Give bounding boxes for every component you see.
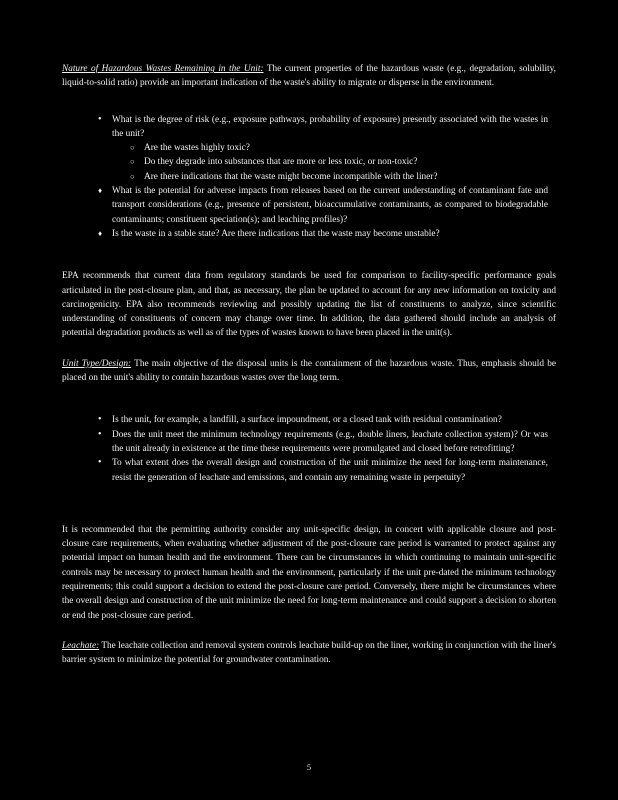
section-unit-type-body: The main objective of the disposal units is the containment of the hazardous waste. Thus, emphasis should be placed on the unit's ability to contain hazardous wastes over the long term. bbox=[62, 358, 556, 384]
section-leachate-paragraph bbox=[62, 639, 556, 668]
list-item-text: To what extent does the overall design and construction of the unit minimize the need for long-term maintenance, resist the generation of leachate and emissions, and contain any remaining waste in perpetuity? bbox=[112, 458, 548, 483]
spacer bbox=[62, 241, 556, 269]
list-item-text: Is the waste in a stable state? Are there indications that the waste may become unstable? bbox=[112, 228, 440, 239]
list-item bbox=[96, 456, 556, 485]
spacer bbox=[62, 623, 556, 639]
list-item bbox=[96, 184, 556, 227]
list-item bbox=[128, 170, 556, 184]
list-item-text: What is the degree of risk (e.g., exposure pathways, probability of exposure) presently associated with the wastes in the unit? bbox=[112, 114, 548, 139]
spacer bbox=[62, 513, 556, 523]
sub-bullet-list-nature bbox=[62, 141, 556, 184]
list-item-text: Are there indications that the waste might become incompatible with the liner? bbox=[144, 171, 438, 182]
list-item-text: Do they degrade into substances that are more or less toxic, or non-toxic? bbox=[144, 157, 418, 168]
list-item-text: Is the unit, for example, a landfill, a surface impoundment, or a closed tank with residual contamination? bbox=[112, 415, 502, 426]
list-item bbox=[96, 413, 556, 427]
section-unit-type-heading: Unit Type/Design: bbox=[62, 358, 132, 369]
bullet-list-unit-type bbox=[62, 413, 556, 484]
list-item bbox=[96, 227, 556, 241]
list-item bbox=[128, 141, 556, 155]
bullet-list-nature-cont bbox=[62, 184, 556, 241]
list-item-text: Are the wastes highly toxic? bbox=[144, 143, 250, 154]
page-number: 5 bbox=[306, 762, 312, 772]
section-nature-paragraph bbox=[62, 62, 556, 91]
spacer bbox=[62, 485, 556, 513]
paragraph-recommendation: It is recommended that the permitting authority consider any unit-specific design, in concert with applicable closure and post-closure care requirements, when evaluating whether adjustment of the post-closure care period is warranted to protect against any potential impact on human health and the environment. There can be circumstances in which continuing to maintain unit-specific controls may be necessary to protect human health and the environment, particularly if the unit pre-dated the minimum technology requirements; this could support a decision to extend the post-closure care period. Conversely, there might be circumstances where the overall design and construction of the unit minimize the need for long-term maintenance and could support a decision to shorten or end the post-closure care period. bbox=[62, 524, 556, 621]
list-item bbox=[96, 113, 556, 142]
section-leachate-heading: Leachate: bbox=[62, 640, 100, 651]
list-item bbox=[128, 155, 556, 169]
section-unit-type-paragraph bbox=[62, 357, 556, 386]
section-nature-body: The current properties of the hazardous waste (e.g., degradation, solubility, liquid-to-solid ratio) provide an important indication of the waste's ability to migrate or disperse in the environment. bbox=[62, 64, 556, 89]
page-content bbox=[62, 62, 556, 742]
section-nature-heading: Nature of Hazardous Wastes Remaining in the Unit: bbox=[62, 64, 264, 74]
spacer bbox=[62, 91, 556, 113]
bullet-list-nature bbox=[62, 113, 556, 142]
list-item-text: Does the unit meet the minimum technology requirements (e.g., double liners, leachate collection system)? Or was the unit already in existence at the time these requirements were promulgated and closed before retrofitting? bbox=[112, 429, 548, 454]
spacer bbox=[62, 341, 556, 357]
paragraph-epa-recommends: EPA recommends that current data from regulatory standards be used for comparison to facility-specific performance goals articulated in the post-closure plan, and that, as necessary, the plan be updated to account for any new information on toxicity and carcinogenicity. EPA also recommends reviewing and possibly updating the list of constituents to analyze, since scientific understanding of constituents of concern may change over time. In addition, the data gathered should include an analysis of potential degradation products as well as of the types of wastes known to have been placed in the unit(s). bbox=[62, 271, 556, 339]
section-leachate-body: The leachate collection and removal system controls leachate build-up on the liner, working in conjunction with the liner's barrier system to minimize the potential for groundwater contamination. bbox=[62, 640, 556, 666]
list-item-text: What is the potential for adverse impacts from releases based on the current understanding of contaminant fate and transport considerations (e.g., presence of persistent, bioaccumulative contaminants, as compared to biodegradable contaminants; constituent speciation(s); and leaching profiles)? bbox=[112, 186, 548, 225]
list-item bbox=[96, 428, 556, 457]
spacer bbox=[62, 385, 556, 413]
